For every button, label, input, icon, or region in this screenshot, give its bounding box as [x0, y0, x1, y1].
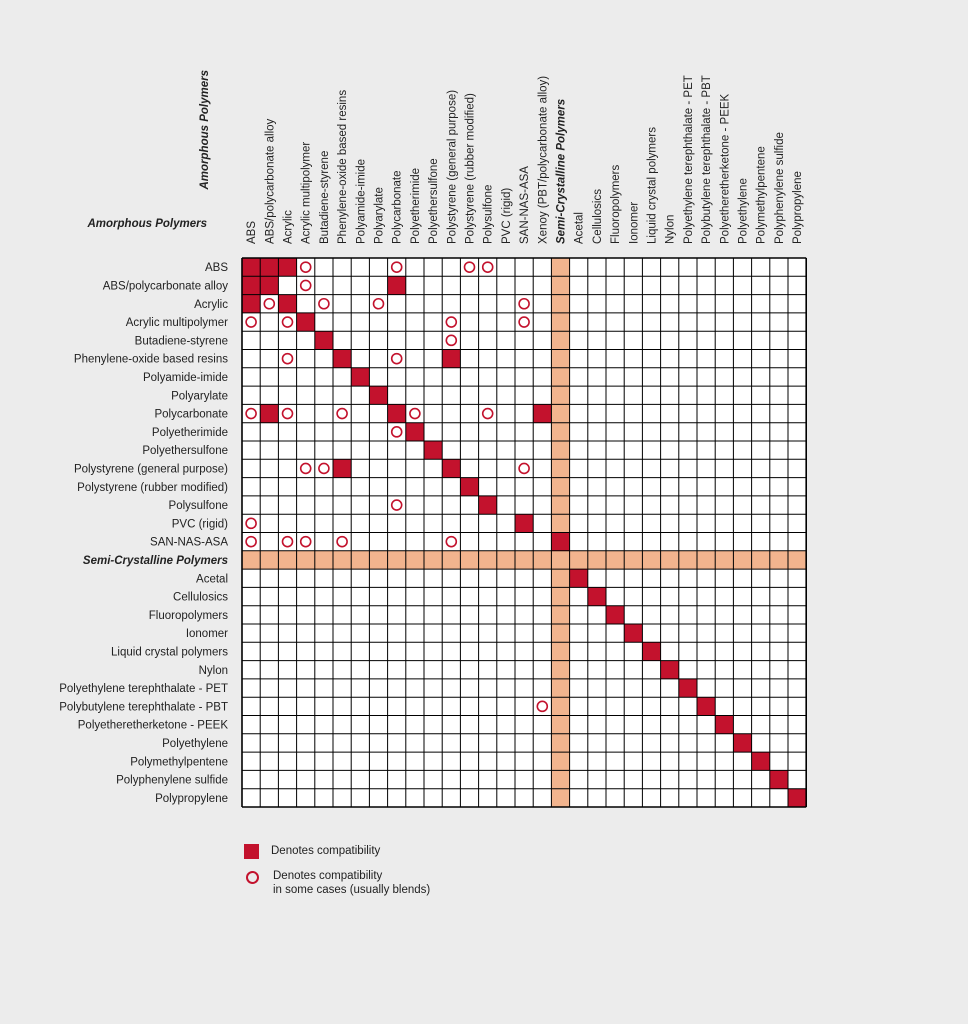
row-label: Butadiene-styrene: [134, 335, 228, 348]
compat-full-mark: [533, 404, 551, 422]
column-label: Fluoropolymers: [610, 164, 623, 244]
column-label: Polyamide-imide: [355, 158, 368, 244]
legend: [244, 844, 430, 907]
column-label: Acetal: [573, 212, 586, 244]
separator-row-band: [242, 551, 806, 569]
row-label: Acetal: [196, 573, 228, 586]
row-label: Polyethylene: [162, 737, 228, 750]
open-circle-icon: [246, 871, 259, 884]
row-label: Polyarylate: [171, 390, 228, 403]
column-label: Polyethersulfone: [428, 158, 441, 244]
compat-full-mark: [388, 404, 406, 422]
column-label: Acrylic: [282, 210, 295, 244]
column-label: ABS/polycarbonate alloy: [264, 118, 277, 244]
column-label: Polyethylene terephthalate - PET: [682, 75, 695, 244]
compat-full-mark: [788, 789, 806, 807]
column-label: Nylon: [664, 214, 677, 244]
legend-item-full: [244, 844, 430, 859]
row-label: Acrylic: [194, 298, 228, 311]
compat-full-mark: [260, 258, 278, 276]
compat-full-mark: [260, 276, 278, 294]
compat-full-mark: [606, 606, 624, 624]
column-label: Polysulfone: [482, 184, 495, 244]
compat-full-mark: [661, 661, 679, 679]
row-label: Cellulosics: [173, 591, 228, 604]
column-label: Polycarbonate: [391, 170, 404, 244]
compat-full-mark: [515, 514, 533, 532]
row-label: Polybutylene terephthalate - PBT: [59, 701, 228, 714]
row-label: Polystyrene (general purpose): [73, 463, 228, 476]
compat-full-mark: [460, 478, 478, 496]
legend-partial-line1: Denotes compatibility: [273, 870, 383, 882]
row-label: Polypropylene: [155, 792, 228, 805]
compat-full-mark: [278, 258, 296, 276]
compat-full-mark: [588, 587, 606, 605]
column-label: Polyarylate: [373, 187, 386, 244]
compat-full-mark: [733, 734, 751, 752]
column-label: Ionomer: [628, 201, 641, 244]
row-label: Polyethylene terephthalate - PET: [59, 683, 228, 696]
row-label-group: Semi-Crystalline Polymers: [82, 554, 228, 567]
column-label: Polymethylpentene: [755, 146, 768, 244]
column-label: Acrylic multipolymer: [300, 141, 313, 244]
compat-full-mark: [551, 533, 569, 551]
column-label: Polyetheretherketone - PEEK: [719, 93, 732, 244]
row-label: Polycarbonate: [154, 408, 228, 421]
row-label: Ionomer: [185, 628, 228, 641]
row-label: Polysulfone: [168, 500, 228, 513]
column-label: ABS: [246, 220, 259, 244]
column-label: Liquid crystal polymers: [646, 127, 659, 244]
column-label: Xenoy (PBT/polycarbonate alloy): [537, 75, 550, 244]
compat-full-mark: [770, 770, 788, 788]
row-label: Polyethersulfone: [142, 445, 228, 458]
legend-partial-line2: in some cases (usually blends): [273, 884, 431, 896]
compat-full-mark: [242, 295, 260, 313]
compat-full-mark: [624, 624, 642, 642]
compat-full-mark: [278, 295, 296, 313]
compat-full-mark: [242, 276, 260, 294]
compat-full-mark: [333, 350, 351, 368]
compat-full-mark: [242, 258, 260, 276]
filled-square-icon: [244, 844, 259, 859]
column-label: Polystyrene (rubber modified): [464, 93, 477, 244]
row-label: Fluoropolymers: [148, 609, 228, 622]
row-label: Polyetheretherketone - PEEK: [77, 719, 228, 732]
row-label: ABS/polycarbonate alloy: [102, 280, 228, 293]
row-label: SAN-NAS-ASA: [150, 536, 228, 549]
compat-full-mark: [260, 404, 278, 422]
compat-full-mark: [752, 752, 770, 770]
legend-item-partial: [244, 869, 430, 897]
compat-full-mark: [388, 276, 406, 294]
corner-label: Amorphous Polymers: [87, 218, 207, 230]
legend-partial-label: [273, 869, 430, 897]
row-label: Polystyrene (rubber modified): [77, 481, 228, 494]
compat-full-mark: [715, 716, 733, 734]
column-label: Polypropylene: [792, 171, 805, 244]
column-label: PVC (rigid): [500, 187, 513, 244]
compat-full-mark: [369, 386, 387, 404]
column-label: Butadiene-styrene: [318, 150, 331, 244]
compat-full-mark: [424, 441, 442, 459]
column-label: Cellulosics: [591, 189, 604, 244]
row-label: Polyamide-imide: [142, 371, 228, 384]
legend-full-label: Denotes compatibility: [271, 845, 381, 857]
compat-full-mark: [315, 331, 333, 349]
column-label: Polyethylene: [737, 178, 750, 244]
compat-full-mark: [479, 496, 497, 514]
row-label: Polyetherimide: [151, 426, 228, 439]
row-label: Nylon: [198, 664, 228, 677]
row-label: Polymethylpentene: [130, 756, 228, 769]
row-label: PVC (rigid): [171, 518, 228, 531]
row-label: Polyphenylene sulfide: [116, 774, 228, 787]
compat-full-mark: [679, 679, 697, 697]
compat-full-mark: [442, 350, 460, 368]
column-label: Polyetherimide: [409, 167, 422, 244]
compat-full-mark: [697, 697, 715, 715]
compat-full-mark: [642, 642, 660, 660]
row-label: Acrylic multipolymer: [125, 317, 228, 330]
row-label: Phenylene-oxide based resins: [73, 353, 228, 366]
column-label: SAN-NAS-ASA: [519, 166, 532, 244]
compat-full-mark: [351, 368, 369, 386]
compat-full-mark: [297, 313, 315, 331]
compat-full-mark: [442, 459, 460, 477]
column-label-group: Semi-Crystalline Polymers: [555, 98, 568, 244]
row-labels: [59, 262, 228, 805]
column-label: Polystyrene (general purpose): [446, 89, 459, 244]
corner-label-rotated: Amorphous Polymers: [199, 70, 211, 190]
row-label: Liquid crystal polymers: [111, 646, 228, 659]
column-labels: [246, 75, 804, 244]
column-label: Polybutylene terephthalate - PBT: [701, 75, 714, 244]
column-label: Phenylene-oxide based resins: [337, 89, 350, 244]
compat-full-mark: [406, 423, 424, 441]
compat-full-mark: [570, 569, 588, 587]
compat-full-mark: [333, 459, 351, 477]
column-label: Polyphenylene sulfide: [773, 132, 786, 244]
row-label: ABS: [204, 262, 228, 275]
